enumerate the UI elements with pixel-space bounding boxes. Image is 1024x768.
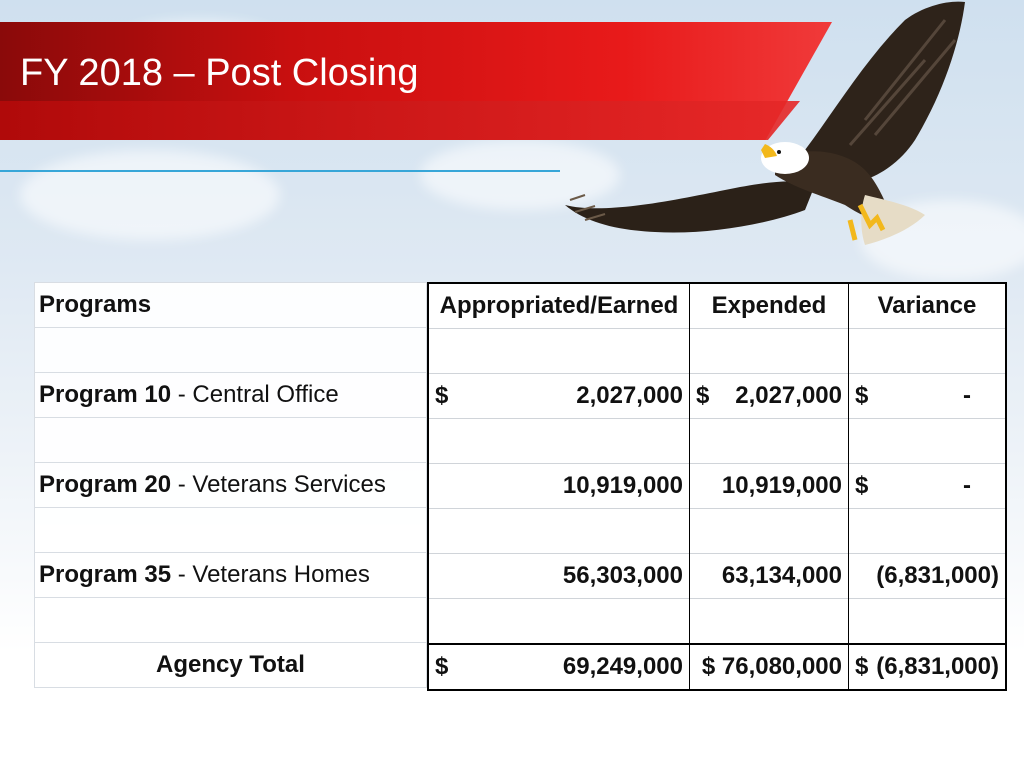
currency-symbol: $ bbox=[855, 472, 869, 499]
spacer-cell bbox=[35, 598, 427, 643]
expended-cell bbox=[690, 374, 849, 419]
slide-title: FY 2018 – Post Closing bbox=[20, 52, 419, 94]
variance-value: (6,831,000) bbox=[876, 562, 999, 589]
header-programs: Programs bbox=[35, 283, 427, 328]
spacer-cell bbox=[690, 419, 849, 464]
appropriated-value: 56,303,000 bbox=[562, 562, 683, 589]
currency-symbol: $ bbox=[435, 653, 449, 680]
spacer-cell bbox=[849, 509, 1007, 554]
program-10-label bbox=[35, 373, 427, 418]
appropriated-total-cell bbox=[428, 644, 690, 690]
appropriated-total: 69,249,000 bbox=[562, 653, 683, 680]
total-row bbox=[428, 644, 1006, 690]
program-name: - Veterans Services bbox=[171, 471, 386, 498]
expended-cell bbox=[690, 554, 849, 599]
program-35-label bbox=[35, 553, 427, 598]
cloud bbox=[20, 150, 280, 240]
variance-total-cell bbox=[849, 644, 1007, 690]
variance-cell bbox=[849, 554, 1007, 599]
spacer-cell bbox=[690, 509, 849, 554]
divider-line bbox=[0, 170, 560, 172]
appropriated-value: 10,919,000 bbox=[562, 472, 683, 499]
financials-table bbox=[427, 282, 1007, 691]
spacer-cell bbox=[428, 419, 690, 464]
spacer-cell bbox=[690, 599, 849, 645]
table-row bbox=[428, 464, 1006, 509]
spacer-cell bbox=[849, 329, 1007, 374]
appropriated-value: 2,027,000 bbox=[576, 382, 683, 409]
currency-symbol: $ bbox=[855, 382, 869, 409]
appropriated-cell bbox=[428, 554, 690, 599]
spacer-cell bbox=[849, 599, 1007, 645]
spacer-cell bbox=[849, 419, 1007, 464]
program-name: - Central Office bbox=[171, 381, 339, 408]
header-expended: Expended bbox=[690, 283, 849, 329]
variance-cell bbox=[849, 374, 1007, 419]
variance-value: - bbox=[963, 472, 971, 499]
currency-symbol: $ bbox=[855, 653, 869, 680]
program-name: - Veterans Homes bbox=[171, 561, 370, 588]
variance-cell bbox=[849, 464, 1007, 509]
spacer-cell bbox=[35, 418, 427, 463]
spacer-cell bbox=[428, 329, 690, 374]
appropriated-cell bbox=[428, 374, 690, 419]
spacer-cell bbox=[690, 329, 849, 374]
expended-cell bbox=[690, 464, 849, 509]
spacer-cell bbox=[35, 508, 427, 553]
header-variance: Variance bbox=[849, 283, 1007, 329]
variance-value: - bbox=[963, 382, 971, 409]
variance-total: (6,831,000) bbox=[876, 653, 999, 680]
currency-symbol: $ bbox=[435, 382, 449, 409]
table-row bbox=[428, 374, 1006, 419]
agency-total-label: Agency Total bbox=[35, 643, 427, 688]
expended-value: 10,919,000 bbox=[721, 472, 842, 499]
program-code: Program 20 bbox=[39, 471, 172, 498]
expended-value: 63,134,000 bbox=[721, 562, 842, 589]
program-code: Program 35 bbox=[39, 561, 172, 588]
programs-column bbox=[34, 282, 427, 688]
currency-symbol: $ bbox=[696, 382, 710, 409]
spacer-cell bbox=[35, 328, 427, 373]
table-row bbox=[428, 554, 1006, 599]
program-code: Program 10 bbox=[39, 381, 172, 408]
eagle-icon bbox=[565, 0, 965, 260]
appropriated-cell bbox=[428, 464, 690, 509]
spacer-cell bbox=[428, 599, 690, 645]
program-20-label bbox=[35, 463, 427, 508]
expended-value: 2,027,000 bbox=[735, 382, 842, 409]
expended-total: $ 76,080,000 bbox=[690, 644, 849, 690]
header-appropriated: Appropriated/Earned bbox=[428, 283, 690, 329]
spacer-cell bbox=[428, 509, 690, 554]
